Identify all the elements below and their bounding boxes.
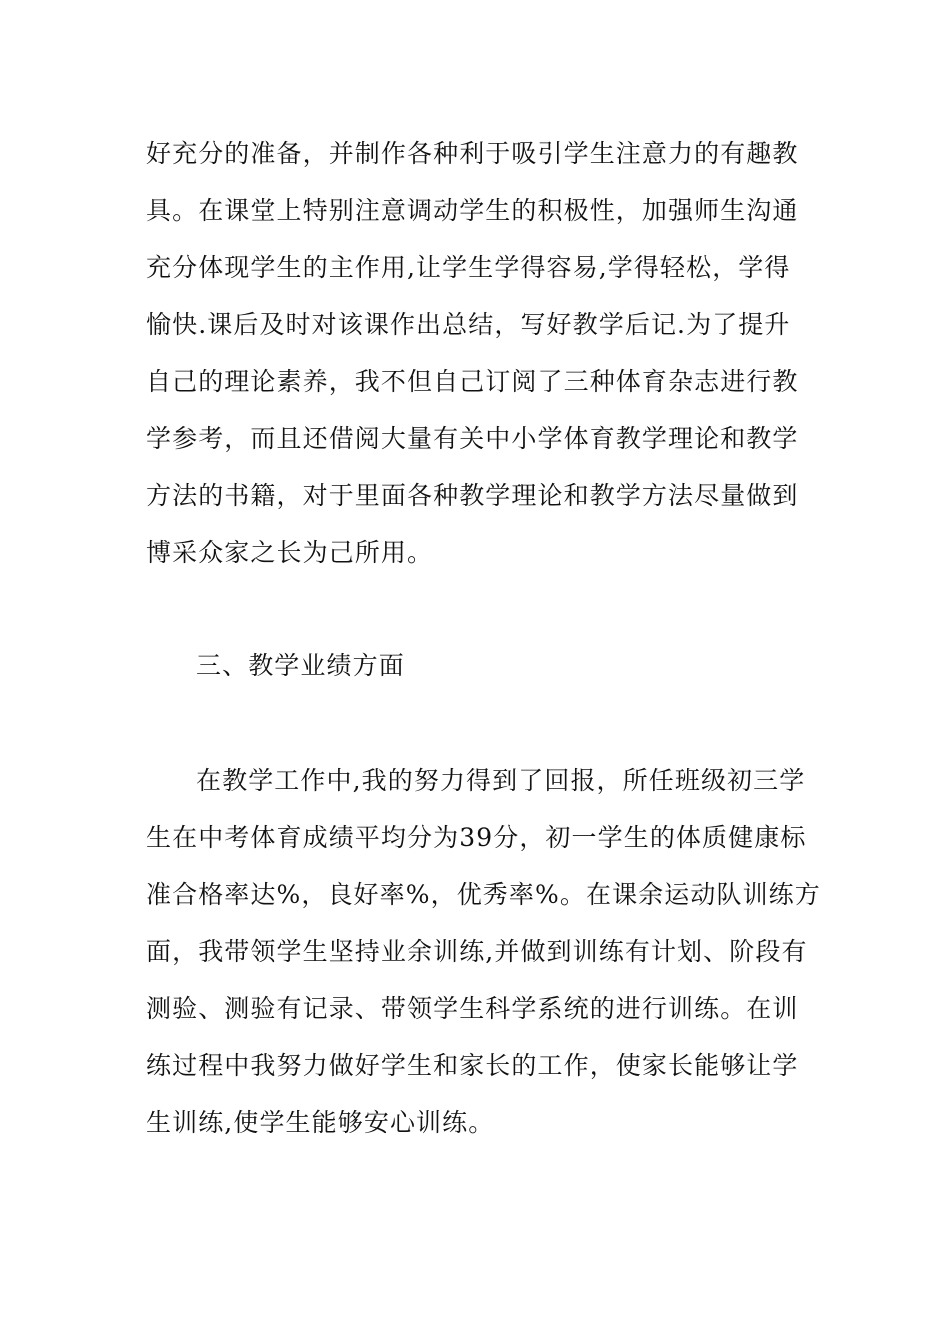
text-line: 自己的理论素养，我不但自己订阅了三种体育杂志进行教	[146, 367, 799, 396]
text-line: 方法的书籍，对于里面各种教学理论和教学方法尽量做到	[146, 481, 799, 510]
text-line: 博采众家之长为己所用。	[146, 538, 434, 567]
text-line: 学参考，而且还借阅大量有关中小学体育教学理论和教学	[146, 424, 799, 453]
text-line: 好充分的准备，并制作各种利于吸引学生注意力的有趣教	[146, 139, 799, 168]
text-line: 面，我带领学生坚持业余训练,并做到训练有计划、阶段有	[146, 937, 808, 966]
text-line: 愉快.课后及时对该课作出总结，写好教学后记.为了提升	[146, 310, 791, 339]
text-line: 在教学工作中,我的努力得到了回报，所任班级初三学	[196, 766, 806, 795]
text-line: 测验、测验有记录、带领学生科学系统的进行训练。在训	[146, 994, 799, 1023]
text-line: 生在中考体育成绩平均分为39分，初一学生的体质健康标	[146, 823, 807, 852]
section-heading: 三、教学业绩方面	[196, 651, 405, 680]
text-line: 充分体现学生的主作用,让学生学得容易,学得轻松，学得	[146, 253, 791, 282]
text-line: 准合格率达%，良好率%，优秀率%。在课余运动队训练方	[146, 880, 821, 909]
text-line: 练过程中我努力做好学生和家长的工作，使家长能够让学	[146, 1051, 799, 1080]
text-line: 生训练,使学生能够安心训练。	[146, 1108, 495, 1137]
text-line: 具。在课堂上特别注意调动学生的积极性，加强师生沟通	[146, 196, 799, 225]
